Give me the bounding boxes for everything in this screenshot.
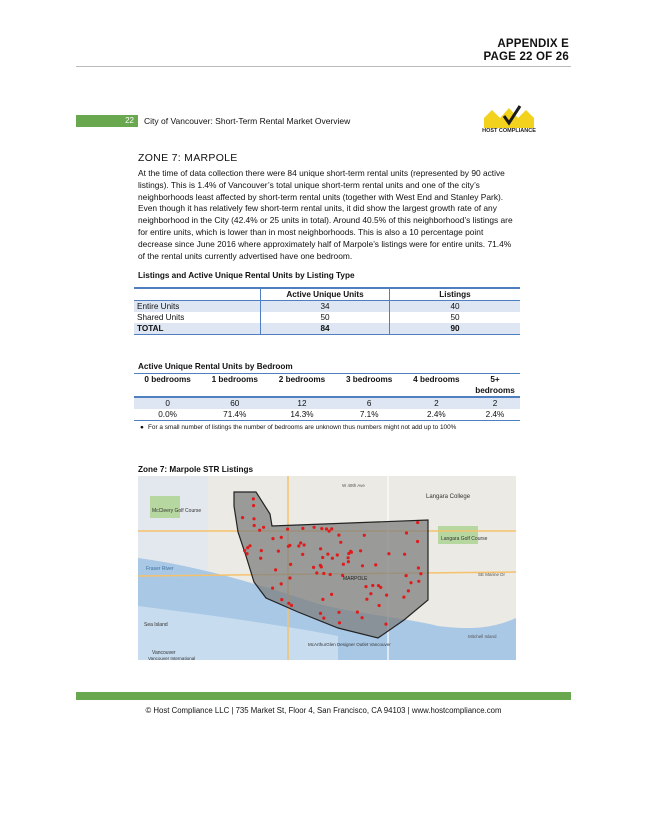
listing-dot bbox=[347, 556, 350, 559]
table1-caption: Listings and Active Unique Rental Units by Listing Type bbox=[138, 271, 355, 280]
listing-dot bbox=[322, 572, 325, 575]
count-cell: 12 bbox=[268, 397, 335, 409]
listing-dot bbox=[320, 527, 323, 530]
listing-dot bbox=[337, 611, 340, 614]
listing-dot bbox=[347, 560, 350, 563]
listing-dot bbox=[289, 563, 292, 566]
map-label: Langara Golf Course bbox=[441, 536, 488, 542]
listing-dot bbox=[359, 549, 362, 552]
listing-dot bbox=[416, 540, 419, 543]
table-row bbox=[134, 301, 520, 313]
listing-dot bbox=[407, 589, 410, 592]
listing-dot bbox=[331, 557, 334, 560]
table-header: 5+ bedrooms bbox=[470, 374, 520, 398]
listing-dot bbox=[319, 564, 322, 567]
logo-text: HOST COMPLIANCE bbox=[482, 128, 536, 134]
map-label: Fraser River bbox=[146, 566, 174, 572]
listing-dot bbox=[259, 557, 262, 560]
map-label: Mitchell Island bbox=[468, 634, 497, 639]
listing-dot bbox=[337, 534, 340, 537]
listing-dot bbox=[384, 623, 387, 626]
table-header: Active Unique Units bbox=[261, 288, 390, 301]
listing-dot bbox=[405, 531, 408, 534]
listing-dot bbox=[253, 524, 256, 527]
listing-dot bbox=[245, 552, 248, 555]
listing-dot bbox=[377, 584, 380, 587]
count-cell: 6 bbox=[336, 397, 403, 409]
map-label: Langara College bbox=[426, 494, 471, 500]
row-label: Shared Units bbox=[137, 313, 185, 322]
listing-dot bbox=[361, 616, 364, 619]
listing-dot bbox=[277, 550, 280, 553]
map-caption: Zone 7: Marpole STR Listings bbox=[138, 465, 254, 474]
listing-dot bbox=[349, 550, 352, 553]
row-label: Entire Units bbox=[134, 301, 261, 313]
count-cell: 2 bbox=[403, 397, 470, 409]
map-label: McArthurGlen Designer Outlet Vancouver bbox=[308, 642, 391, 647]
appendix-header bbox=[484, 38, 569, 64]
listing-dot bbox=[339, 541, 342, 544]
page-count: PAGE 22 OF 26 bbox=[483, 51, 569, 63]
listing-dot bbox=[287, 602, 290, 605]
listing-dot bbox=[260, 549, 263, 552]
footnote-text: For a small number of listings the number of bedrooms are unknown thus numbers might not add up to 100% bbox=[148, 424, 457, 431]
listing-dot bbox=[385, 594, 388, 597]
listing-dot bbox=[321, 556, 324, 559]
listing-dot bbox=[364, 585, 367, 588]
footer-text: © Host Compliance LLC | 735 Market St, Floor 4, San Francisco, CA 94103 | www.hostcompliance.com bbox=[145, 706, 502, 715]
listing-dot bbox=[290, 604, 293, 607]
listing-dot bbox=[374, 563, 377, 566]
listing-dot bbox=[315, 571, 318, 574]
table-header bbox=[134, 288, 261, 301]
listing-dot bbox=[371, 584, 374, 587]
listing-dot bbox=[288, 576, 291, 579]
listing-dot bbox=[262, 526, 265, 529]
listing-dot bbox=[252, 517, 255, 520]
count-cell: 60 bbox=[201, 397, 268, 409]
units-cell: 84 bbox=[261, 323, 390, 335]
listing-dot bbox=[330, 593, 333, 596]
map-label: Vancouver bbox=[152, 650, 176, 656]
listing-dot bbox=[336, 553, 339, 556]
table-row bbox=[134, 323, 520, 335]
listing-dot bbox=[286, 528, 289, 531]
table-header-row bbox=[134, 288, 520, 301]
listing-dot bbox=[329, 573, 332, 576]
bullet-icon: ● bbox=[140, 424, 144, 431]
table-row bbox=[134, 397, 520, 409]
listing-dot bbox=[288, 544, 291, 547]
listing-dot bbox=[387, 552, 390, 555]
zone-description: At the time of data collection there were 84 unique short-term rental units (represented by 90 active listings). This is 1.4% of Vancouver’s total unique short-term rental units and one of the city’s neighborhoods least affected by short-term rental units (together with West End and Stanley Park). Even though it has relatively few short-term rental units, it did show the largest growth rate of any neighborhood in the City (42.4% or 25 units in total). Around 40.5% of this neighborhood’s listings are for entire units, which is lower than in most neighborhoods. This is also a 10 percentage point decrease since June 2016 where approximately half of Marpole’s listings were for entire units. 71.4% of the rental units currently advertised have one bedroom. bbox=[138, 168, 513, 261]
table-header-row bbox=[134, 374, 520, 398]
row-label: TOTAL bbox=[134, 323, 261, 335]
listing-dot bbox=[409, 581, 412, 584]
percent-cell: 71.4% bbox=[201, 409, 268, 421]
listing-dot bbox=[417, 580, 420, 583]
percent-cell: 2.4% bbox=[470, 409, 520, 421]
listing-dot bbox=[297, 544, 300, 547]
listing-dot bbox=[405, 574, 408, 577]
table-header: 1 bedrooms bbox=[201, 374, 268, 398]
listing-dot bbox=[419, 572, 422, 575]
listing-dot bbox=[246, 546, 249, 549]
map-label: MARPOLE bbox=[343, 576, 368, 582]
footnote bbox=[140, 423, 518, 432]
listing-dot bbox=[252, 504, 255, 507]
table-header: 3 bedrooms bbox=[336, 374, 403, 398]
listings-cell: 90 bbox=[390, 323, 521, 335]
listing-dot bbox=[369, 592, 372, 595]
listing-dot bbox=[280, 598, 283, 601]
listing-dot bbox=[299, 541, 302, 544]
header-rule bbox=[76, 66, 571, 67]
listing-dot bbox=[319, 547, 322, 550]
map-label: Sea Island bbox=[144, 622, 168, 628]
listing-dot bbox=[417, 566, 420, 569]
listing-dot bbox=[325, 527, 328, 530]
zone-title: ZONE 7: MARPOLE bbox=[138, 152, 238, 164]
listing-dot bbox=[258, 529, 261, 532]
listing-dot bbox=[363, 534, 366, 537]
listing-dot bbox=[243, 549, 246, 552]
listing-dot bbox=[356, 611, 359, 614]
listings-cell: 40 bbox=[390, 301, 521, 313]
table-header: 4 bedrooms bbox=[403, 374, 470, 398]
count-cell: 2 bbox=[470, 397, 520, 409]
map-label: SE Marine Dr bbox=[478, 572, 506, 577]
listing-dot bbox=[280, 536, 283, 539]
appendix-label: APPENDIX E bbox=[497, 38, 569, 50]
listing-dot bbox=[365, 598, 368, 601]
listing-dot bbox=[322, 617, 325, 620]
listing-dot bbox=[280, 582, 283, 585]
listing-dot bbox=[271, 587, 274, 590]
listing-dot bbox=[241, 516, 244, 519]
listing-dot bbox=[301, 553, 304, 556]
units-cell: 50 bbox=[261, 312, 390, 323]
percent-cell: 7.1% bbox=[336, 409, 403, 421]
listing-dot bbox=[274, 568, 277, 571]
percent-cell: 14.3% bbox=[268, 409, 335, 421]
listings-cell: 50 bbox=[390, 312, 521, 323]
table2-caption: Active Unique Rental Units by Bedroom bbox=[138, 362, 293, 371]
percent-cell: 2.4% bbox=[403, 409, 470, 421]
listing-dot bbox=[313, 526, 316, 529]
listing-dot bbox=[321, 598, 324, 601]
listing-dot bbox=[328, 530, 331, 533]
listing-dot bbox=[252, 497, 255, 500]
marpole-map bbox=[138, 476, 516, 660]
map-label: Vancouver International bbox=[148, 656, 196, 660]
map-label: McCleery Golf Course bbox=[152, 508, 202, 514]
listing-dot bbox=[301, 527, 304, 530]
listing-dot bbox=[312, 566, 315, 569]
footer-bar bbox=[76, 692, 571, 700]
golf-course-park bbox=[150, 496, 180, 518]
listing-dot bbox=[361, 564, 364, 567]
listing-dot bbox=[402, 596, 405, 599]
table-row bbox=[134, 312, 520, 323]
document-title: City of Vancouver: Short-Term Rental Market Overview bbox=[144, 116, 351, 126]
table-header: 0 bedrooms bbox=[134, 374, 201, 398]
listing-dot bbox=[342, 563, 345, 566]
listing-dot bbox=[378, 604, 381, 607]
listing-dot bbox=[416, 521, 419, 524]
listing-dot bbox=[403, 553, 406, 556]
page-number-band: 22 bbox=[76, 115, 138, 127]
units-cell: 34 bbox=[261, 301, 390, 313]
count-cell: 0 bbox=[134, 397, 201, 409]
bedroom-table bbox=[134, 373, 520, 421]
listing-dot bbox=[338, 621, 341, 624]
table-header: Listings bbox=[390, 288, 521, 301]
listing-dot bbox=[271, 537, 274, 540]
listing-dot bbox=[330, 527, 333, 530]
listing-type-table bbox=[134, 287, 520, 335]
listing-dot bbox=[319, 612, 322, 615]
listing-dot bbox=[326, 553, 329, 556]
map-label: W 49th Ave bbox=[342, 483, 365, 488]
table-row bbox=[134, 409, 520, 421]
table-header: 2 bedrooms bbox=[268, 374, 335, 398]
percent-cell: 0.0% bbox=[134, 409, 201, 421]
listing-dot bbox=[303, 543, 306, 546]
